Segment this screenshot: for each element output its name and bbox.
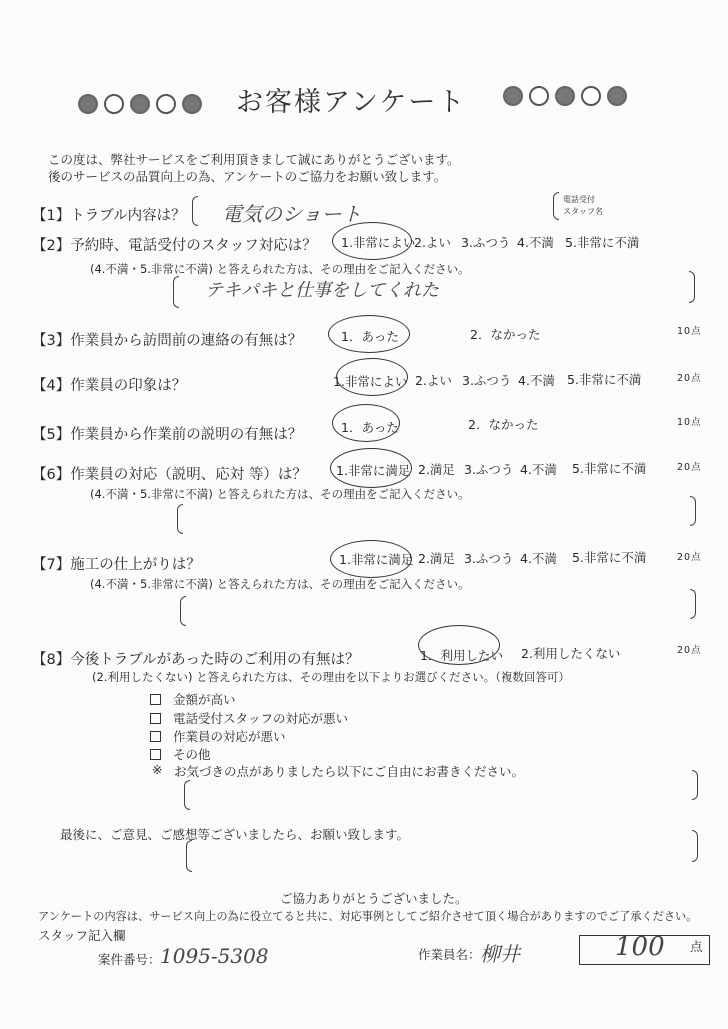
- q2-option-4[interactable]: 4.不満: [517, 235, 554, 250]
- q8-free-mark: ※: [152, 762, 163, 777]
- filled-dot-icon: [130, 94, 150, 114]
- q7-points: 20点: [677, 552, 702, 563]
- q8-points: 20点: [677, 645, 702, 656]
- q5-option-1[interactable]: 1．あった: [341, 420, 399, 435]
- case-number-label: 案件番号：: [98, 952, 161, 967]
- worker-name-label: 作業員名：: [418, 947, 481, 962]
- q4-option-5[interactable]: 5.非常に不満: [567, 372, 642, 387]
- q2-option-5[interactable]: 5.非常に不満: [565, 235, 640, 250]
- q3-option-1[interactable]: 1．あった: [341, 329, 399, 344]
- checkbox-icon[interactable]: [150, 749, 161, 760]
- q7-option-2[interactable]: 2.満足: [418, 551, 455, 566]
- q8-choice-1[interactable]: 金額が高い: [150, 690, 236, 708]
- q1-label: 【1】トラブル内容は？: [32, 208, 186, 224]
- bracket-left: [192, 196, 198, 226]
- filled-dot-icon: [182, 94, 202, 114]
- bracket-right: [692, 830, 698, 862]
- q5-points: 10点: [677, 417, 702, 428]
- checkbox-icon[interactable]: [150, 713, 161, 724]
- circle-dot-icon: [529, 86, 549, 106]
- decor-dots-right: [503, 86, 627, 106]
- q4-option-1[interactable]: 1.非常によい: [333, 374, 408, 389]
- q3-option-2[interactable]: 2．なかった: [470, 327, 541, 342]
- q3-label: 【3】作業員から訪問前の連絡の有無は？: [32, 333, 303, 349]
- q4-option-2[interactable]: 2.よい: [415, 373, 452, 388]
- q2-label: 【2】予約時、電話受付のスタッフ対応は？: [32, 238, 317, 254]
- selected-answer-circle: [330, 540, 412, 578]
- filled-dot-icon: [607, 86, 627, 106]
- q2-note: (4.不満・5.非常に不満) と答えられた方は、その理由をご記入ください。: [90, 262, 470, 276]
- q6-points: 20点: [677, 462, 702, 473]
- q7-note: (4.不満・5.非常に不満) と答えられた方は、その理由をご記入ください。: [90, 577, 470, 591]
- q8-note: (2.利用したくない) と答えられた方は、その理由を以下よりお選びください。（複数回答可）: [92, 670, 570, 684]
- selected-answer-circle: [330, 448, 412, 488]
- q6-option-5[interactable]: 5.非常に不満: [572, 461, 647, 476]
- staff-section-label: スタッフ記入欄: [38, 928, 126, 943]
- bracket-right: [692, 770, 698, 800]
- case-number-value[interactable]: 1095-5308: [160, 944, 269, 968]
- q6-label: 【6】作業員の対応（説明、応対 等）は？: [32, 467, 307, 483]
- q8-choice-2[interactable]: 電話受付スタッフの対応が悪い: [150, 709, 348, 727]
- q5-label: 【5】作業員から作業前の説明の有無は？: [32, 427, 303, 443]
- q4-option-3[interactable]: 3.ふつう: [462, 373, 512, 388]
- q3-points: 10点: [677, 326, 702, 337]
- q8-option-2[interactable]: 2.利用したくない: [521, 646, 621, 661]
- worker-name-value[interactable]: 柳井: [480, 942, 520, 966]
- circle-dot-icon: [104, 94, 124, 114]
- q6-option-4[interactable]: 4.不満: [520, 462, 557, 477]
- q8-choice-3[interactable]: 作業員の対応が悪い: [150, 727, 286, 745]
- q6-note: (4.不満・5.非常に不満) と答えられた方は、その理由をご記入ください。: [90, 487, 470, 501]
- intro-line-2: 後のサービスの品質向上の為、アンケートのご協力をお願い致します。: [48, 169, 447, 184]
- intro-line-1: この度は、弊社サービスをご利用頂きまして誠にありがとうございます。: [48, 152, 460, 167]
- selected-answer-circle: [418, 625, 500, 665]
- filled-dot-icon: [78, 94, 98, 114]
- q4-points: 20点: [677, 373, 702, 384]
- q7-label: 【7】施工の仕上がりは？: [32, 557, 201, 573]
- q6-option-1[interactable]: 1.非常に満足: [336, 463, 411, 478]
- bracket-left: [553, 192, 559, 220]
- selected-answer-circle: [332, 404, 400, 442]
- disclaimer-text: アンケートの内容は、サービス向上の為に役立てると共に、対応事例としてご紹介させて頂く場合がありますのでご了承ください。: [38, 910, 698, 923]
- q5-option-2[interactable]: 2．なかった: [468, 417, 539, 432]
- circle-dot-icon: [581, 86, 601, 106]
- q4-option-4[interactable]: 4.不満: [518, 373, 555, 388]
- q2-option-3[interactable]: 3.ふつう: [461, 235, 511, 250]
- q2-option-1[interactable]: 1.非常によい: [341, 235, 416, 250]
- final-prompt: 最後に、ご意見、ご感想等ございましたら、お願い致します。: [60, 827, 410, 842]
- q2-option-2[interactable]: 2.よい: [414, 235, 451, 250]
- q8-option-1[interactable]: 1．利用したい: [420, 648, 503, 663]
- staff-name-label: スタッフ名: [563, 207, 603, 216]
- score-value[interactable]: 100: [615, 932, 665, 962]
- bracket-left: [186, 840, 192, 872]
- q7-option-4[interactable]: 4.不満: [520, 551, 557, 566]
- decor-dots-left: [78, 94, 202, 114]
- q6-option-2[interactable]: 2.満足: [418, 462, 455, 477]
- bracket-right: [690, 589, 696, 619]
- selected-answer-circle: [336, 358, 408, 396]
- bracket-left: [173, 276, 179, 308]
- bracket-right: [690, 496, 696, 526]
- page-title: お客様アンケート: [236, 87, 467, 118]
- q7-option-3[interactable]: 3.ふつう: [464, 551, 514, 566]
- checkbox-icon[interactable]: [150, 694, 161, 705]
- q1-answer[interactable]: 電気のショート: [222, 202, 362, 226]
- q6-option-3[interactable]: 3.ふつう: [464, 462, 514, 477]
- q8-free-note: お気づきの点がありましたら以下にご自由にお書きください。: [174, 764, 525, 779]
- selected-answer-circle: [332, 222, 412, 260]
- circle-dot-icon: [156, 94, 176, 114]
- filled-dot-icon: [555, 86, 575, 106]
- reception-label: 電話受付: [563, 195, 595, 204]
- q7-option-1[interactable]: 1.非常に満足: [339, 552, 414, 567]
- q7-option-5[interactable]: 5.非常に不満: [572, 550, 647, 565]
- selected-answer-circle: [328, 315, 410, 353]
- score-unit: 点: [690, 939, 703, 954]
- bracket-right: [689, 271, 695, 303]
- q8-choice-4[interactable]: その他: [150, 745, 211, 763]
- bracket-left: [180, 596, 186, 626]
- filled-dot-icon: [503, 86, 523, 106]
- thanks-text: ご協力ありがとうございました。: [280, 891, 468, 906]
- checkbox-icon[interactable]: [150, 731, 161, 742]
- q8-label: 【8】今後トラブルがあった時のご利用の有無は？: [32, 652, 360, 668]
- bracket-left: [184, 780, 190, 810]
- q4-label: 【4】作業員の印象は？: [32, 378, 187, 394]
- bracket-left: [177, 504, 183, 534]
- q2-reason[interactable]: テキパキと仕事をしてくれた: [205, 280, 439, 301]
